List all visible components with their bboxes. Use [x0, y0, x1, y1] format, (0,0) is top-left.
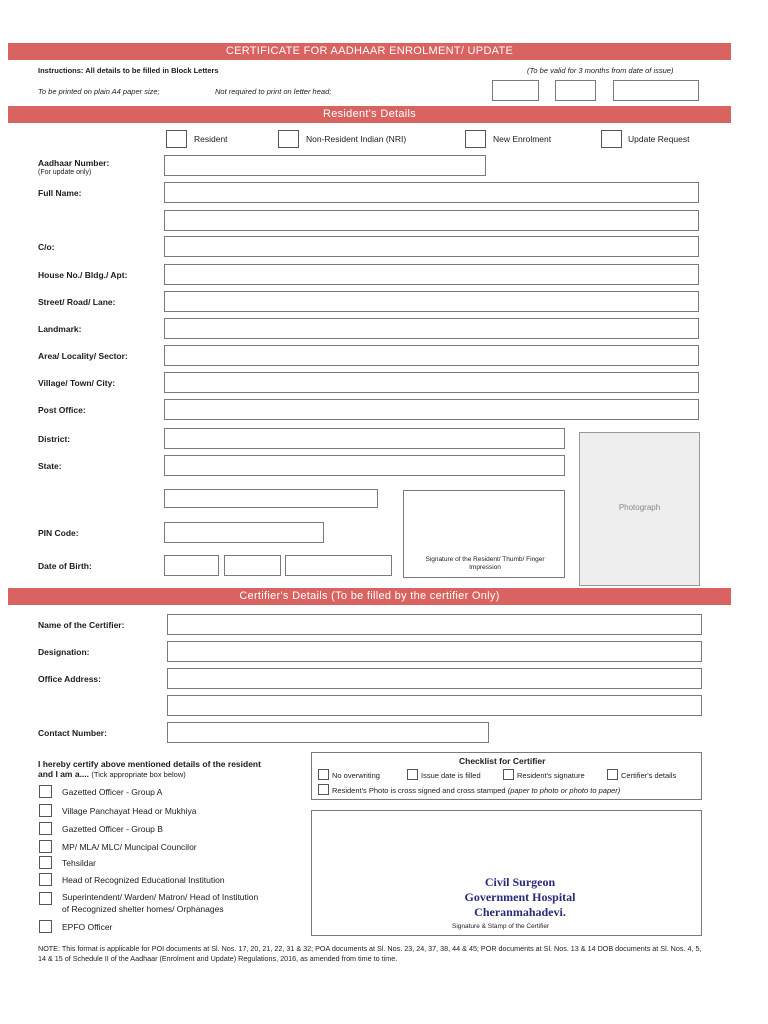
new-enrolment-checkbox[interactable]	[465, 130, 486, 148]
district-label: District:	[38, 434, 71, 444]
aadhaar-label: Aadhaar Number: (For update only)	[38, 158, 110, 176]
issue-year-box[interactable]	[613, 80, 699, 101]
checklist-title: Checklist for Certifier	[459, 756, 546, 766]
post-office-field[interactable]	[164, 399, 699, 420]
certify-text: I hereby certify above mentioned details of the resident	[38, 759, 261, 769]
house-label: House No./ Bldg./ Apt:	[38, 270, 128, 280]
validity-note: (To be valid for 3 months from date of issue)	[527, 66, 674, 75]
certifier-stamp: Civil Surgeon Government Hospital Cheranmahadevi.	[464, 875, 576, 919]
co-field[interactable]	[164, 236, 699, 257]
role-label: Village Panchayat Head or Mukhiya	[62, 806, 197, 816]
role-checkbox-education[interactable]	[39, 873, 52, 886]
dob-month-box[interactable]	[224, 555, 281, 576]
aadhaar-number-field[interactable]	[164, 155, 486, 176]
checklist-checkbox[interactable]	[503, 769, 514, 780]
role-checkbox-mp-mla[interactable]	[39, 840, 52, 853]
checklist-checkbox[interactable]	[318, 784, 329, 795]
role-checkbox-shelter[interactable]	[39, 892, 52, 905]
role-label: Gazetted Officer - Group A	[62, 787, 163, 797]
footnote: NOTE: This format is applicable for POI documents at Sl. Nos. 17, 20, 21, 22, 31 & 32; POA documents at Sl. Nos. 23, 24, 37, 38, 44 & 45; POR documents at Sl. Nos. 13 & 14 DOB documents at Sl. Nos. 4, 5, 14 & 15 of Schedule II of the Aadhaar (Enrolment and Update) Regulations, 2016, as amended from time to time.	[38, 944, 702, 963]
role-label: EPFO Officer	[62, 922, 113, 932]
role-label: Head of Recognized Educational Institution	[62, 875, 225, 885]
area-label: Area/ Locality/ Sector:	[38, 351, 128, 361]
signature-caption: Signature of the Resident/ Thumb/ Finger Impression	[425, 556, 545, 571]
role-label: Superintendent/ Warden/ Matron/ Head of Institution	[62, 892, 259, 902]
street-label: Street/ Road/ Lane:	[38, 297, 116, 307]
office-address-label: Office Address:	[38, 674, 101, 684]
issue-month-box[interactable]	[555, 80, 596, 101]
state-field[interactable]	[164, 455, 565, 476]
office-address-field-2[interactable]	[167, 695, 702, 716]
letterhead-note: Not required to print on letter head;	[215, 87, 332, 96]
designation-field[interactable]	[167, 641, 702, 662]
state-label: State:	[38, 461, 62, 471]
checklist-item: Issue date is filled	[421, 771, 481, 780]
certify-text-2: and I am a.... (Tick appropriate box below)	[38, 769, 186, 779]
role-checkbox-gazetted-b[interactable]	[39, 822, 52, 835]
instructions: Instructions: All details to be filled in Block Letters	[38, 66, 219, 75]
issue-day-box[interactable]	[492, 80, 539, 101]
resident-checkbox[interactable]	[166, 130, 187, 148]
checklist-checkbox[interactable]	[318, 769, 329, 780]
role-checkbox-gazetted-a[interactable]	[39, 785, 52, 798]
certifier-name-label: Name of the Certifier:	[38, 620, 125, 630]
form-title: CERTIFICATE FOR AADHAAR ENROLMENT/ UPDATE	[8, 43, 731, 60]
update-request-label: Update Request	[628, 134, 690, 144]
pin-label: PIN Code:	[38, 528, 79, 538]
checklist-item: Certifier's details	[621, 771, 677, 780]
certifier-section-title: Certifier's Details (To be filled by the certifier Only)	[8, 588, 731, 605]
contact-label: Contact Number:	[38, 728, 107, 738]
full-name-field-2[interactable]	[164, 210, 699, 231]
village-field[interactable]	[164, 372, 699, 393]
office-address-field[interactable]	[167, 668, 702, 689]
street-field[interactable]	[164, 291, 699, 312]
house-field[interactable]	[164, 264, 699, 285]
resident-section-title: Resident's Details	[8, 106, 731, 123]
role-checkbox-panchayat[interactable]	[39, 804, 52, 817]
seal-caption: Signature & Stamp of the Certifier	[452, 923, 550, 930]
full-name-label: Full Name:	[38, 188, 82, 198]
update-request-checkbox[interactable]	[601, 130, 622, 148]
area-field[interactable]	[164, 345, 699, 366]
contact-field[interactable]	[167, 722, 489, 743]
post-office-label: Post Office:	[38, 405, 86, 415]
certifier-name-field[interactable]	[167, 614, 702, 635]
dob-day-box[interactable]	[164, 555, 219, 576]
district-field[interactable]	[164, 428, 565, 449]
full-name-field[interactable]	[164, 182, 699, 203]
paper-note: To be printed on plain A4 paper size;	[38, 87, 160, 96]
landmark-field[interactable]	[164, 318, 699, 339]
nri-option-label: Non-Resident Indian (NRI)	[306, 134, 407, 144]
resident-photo-placeholder: Photograph	[579, 432, 700, 586]
village-label: Village/ Town/ City:	[38, 378, 116, 388]
role-label: Tehsildar	[62, 858, 97, 868]
checklist-item: No overwriting	[332, 771, 380, 780]
role-label: Gazetted Officer - Group B	[62, 824, 163, 834]
role-checkbox-epfo[interactable]	[39, 920, 52, 933]
extra-field[interactable]	[164, 489, 378, 508]
nri-checkbox[interactable]	[278, 130, 299, 148]
checklist-checkbox[interactable]	[407, 769, 418, 780]
role-checkbox-tehsildar[interactable]	[39, 856, 52, 869]
checklist-item: Resident's signature	[517, 771, 585, 780]
resident-option-label: Resident	[194, 134, 228, 144]
new-enrolment-label: New Enrolment	[493, 134, 552, 144]
checklist-item-photo: Resident's Photo is cross signed and cross stamped (paper to photo or photo to paper)	[332, 786, 621, 795]
pin-field[interactable]	[164, 522, 324, 543]
dob-year-box[interactable]	[285, 555, 392, 576]
role-label: MP/ MLA/ MLC/ Muncipal Councilor	[62, 842, 197, 852]
designation-label: Designation:	[38, 647, 90, 657]
co-label: C/o:	[38, 242, 55, 252]
landmark-label: Landmark:	[38, 324, 82, 334]
checklist-checkbox[interactable]	[607, 769, 618, 780]
role-label-cont: of Recognized shelter homes/ Orphanages	[62, 904, 224, 914]
dob-label: Date of Birth:	[38, 561, 92, 571]
